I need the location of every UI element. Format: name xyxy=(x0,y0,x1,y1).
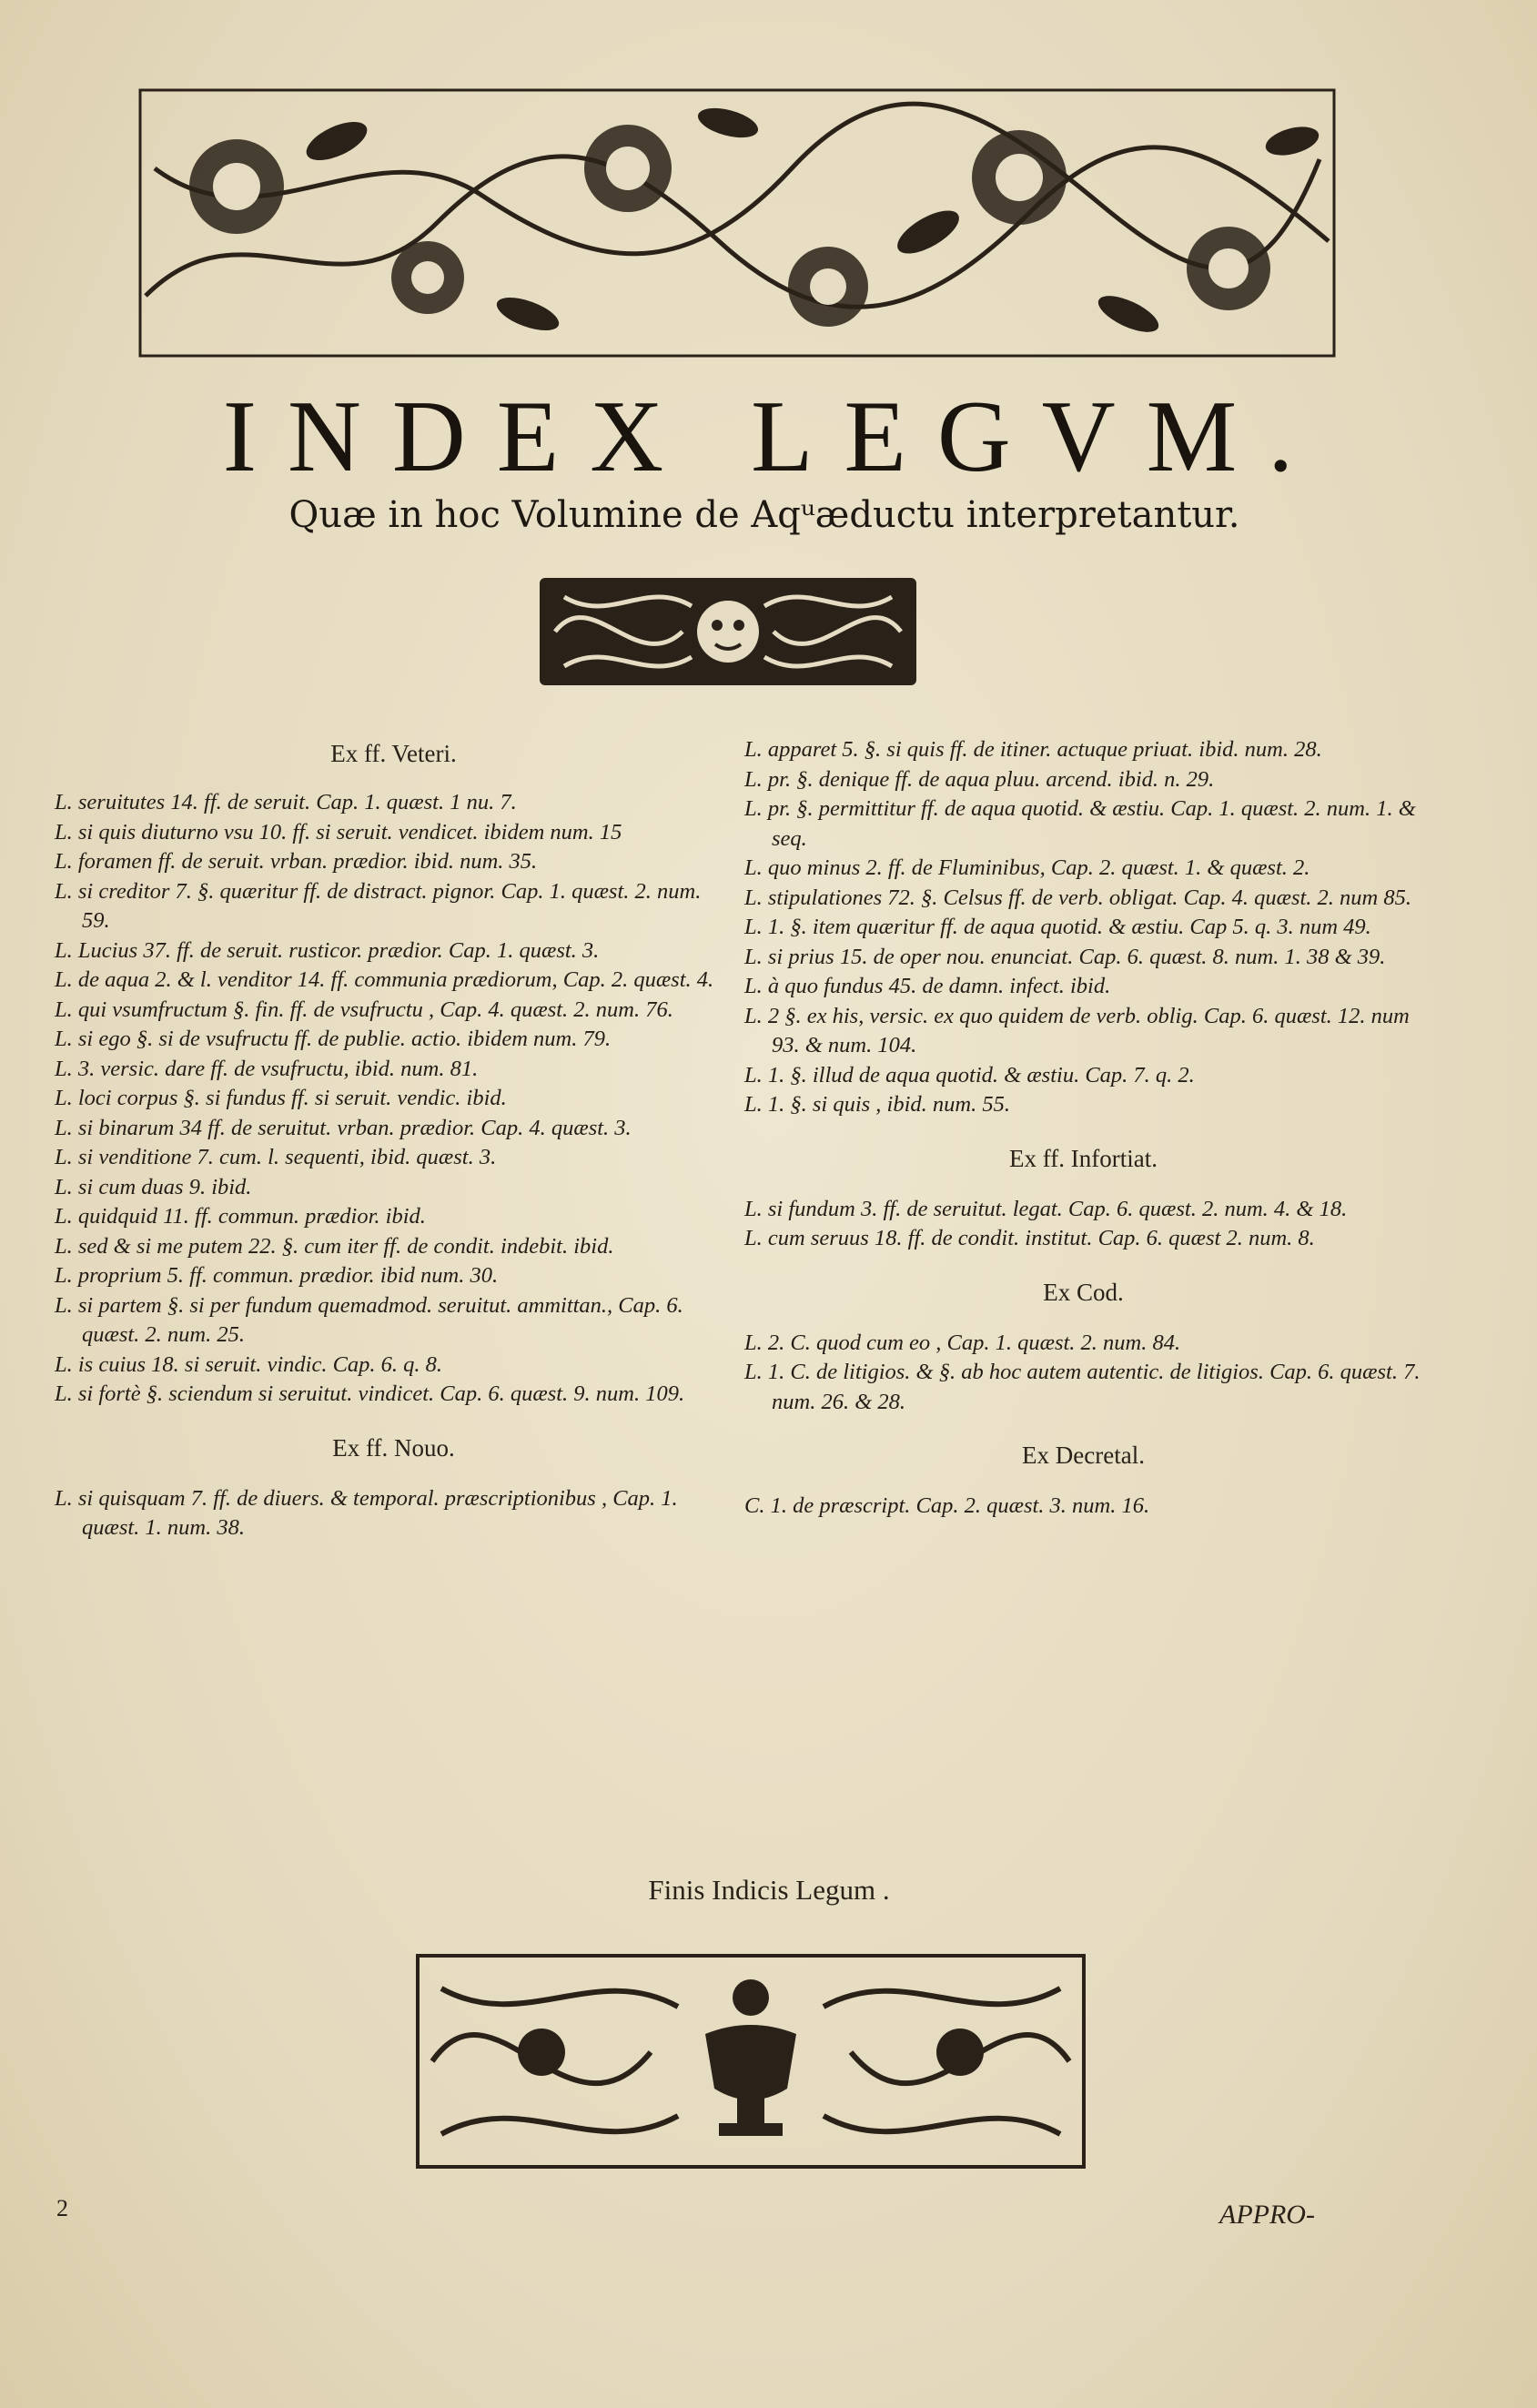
index-entry: L. 2 §. ex his, versic. ex quo quidem de verb. oblig. Cap. 6. quæst. 12. num 93. & num. 104. xyxy=(744,1003,1415,1057)
index-entry: L. foramen ff. de seruit. vrban. prædior. ibid. num. 35. xyxy=(55,849,538,874)
index-entry: C. 1. de præscript. Cap. 2. quæst. 3. num. 16. xyxy=(744,1493,1150,1518)
index-entry: L. si partem §. si per fundum quemadmod. seruitut. ammittan., Cap. 6. quæst. 2. num. 25. xyxy=(55,1292,689,1347)
finis-line: Finis Indicis Legum . xyxy=(648,1874,890,1906)
index-entry: L. 3. versic. dare ff. de vsufructu, ibid. num. 81. xyxy=(55,1056,479,1081)
index-entry: L. Lucius 37. ff. de seruit. rusticor. prædior. Cap. 1. quæst. 3. xyxy=(55,937,600,963)
index-entry: L. 1. §. si quis , ibid. num. 55. xyxy=(744,1092,1010,1117)
mask-ornament xyxy=(537,575,919,688)
index-entry: L. si prius 15. de oper nou. enunciat. Cap. 6. quæst. 8. num. 1. 38 & 39. xyxy=(744,944,1386,969)
index-entry: L. si fortè §. sciendum si seruitut. vindicet. Cap. 6. quæst. 9. num. 109. xyxy=(55,1381,685,1406)
signature-mark: 2 xyxy=(56,2195,68,2221)
section-heading: Ex Decretal. xyxy=(1022,1442,1145,1469)
right-index-column xyxy=(744,735,1426,1522)
index-entry: L. de aqua 2. & l. venditor 14. ff. communia prædiorum, Cap. 2. quæst. 4. xyxy=(55,967,714,992)
catchword: APPRO- xyxy=(1219,2200,1315,2230)
index-entry: L. 1. C. de litigios. & §. ab hoc autem autentic. de litigios. Cap. 6. quæst. 7. num. 26. & 28. xyxy=(744,1360,1426,1414)
page-subtitle: Quæ in hoc Volumine de Aqᵘæductu interpretantur. xyxy=(288,494,1240,536)
index-entry: L. 2. C. quod cum eo , Cap. 1. quæst. 2. num. 84. xyxy=(744,1330,1181,1355)
index-entry: L. qui vsumfructum §. fin. ff. de vsufructu , Cap. 4. quæst. 2. num. 76. xyxy=(55,997,673,1022)
index-entry: L. si binarum 34 ff. de seruitut. vrban. prædior. Cap. 4. quæst. 3. xyxy=(55,1115,632,1140)
index-entry: L. sed & si me putem 22. §. cum iter ff. de condit. indebit. ibid. xyxy=(55,1233,614,1259)
index-entry: L. apparet 5. §. si quis ff. de itiner. actuque priuat. ibid. num. 28. xyxy=(744,737,1322,762)
vase-tailpiece-ornament xyxy=(414,1952,1087,2170)
index-entry: L. pr. §. permittitur ff. de aqua quotid. & æstiu. Cap. 1. quæst. 2. num. 1. & seq. xyxy=(744,796,1421,851)
index-entry: L. proprium 5. ff. commun. prædior. ibid num. 30. xyxy=(55,1263,499,1288)
index-entry: L. si quisquam 7. ff. de diuers. & temporal. præscriptionibus , Cap. 1. quæst. 1. num. 38. xyxy=(55,1485,683,1540)
index-entry: L. si quis diuturno vsu 10. ff. si seruit. vendicet. ibidem num. 15 xyxy=(55,819,622,845)
index-entry: L. si fundum 3. ff. de seruitut. legat. Cap. 6. quæst. 2. num. 4. & 18. xyxy=(744,1196,1348,1221)
index-entry: L. si creditor 7. §. quæritur ff. de distract. pignor. Cap. 1. quæst. 2. num. 59. xyxy=(55,878,707,933)
index-entry: L. pr. §. denique ff. de aqua pluu. arcend. ibid. n. 29. xyxy=(744,766,1215,792)
index-entry: L. seruitutes 14. ff. de seruit. Cap. 1. quæst. 1 nu. 7. xyxy=(55,790,517,814)
index-entry: L. 1. §. illud de aqua quotid. & æstiu. Cap. 7. q. 2. xyxy=(744,1062,1195,1088)
section-heading: Ex ff. Nouo. xyxy=(332,1433,455,1462)
page-title: INDEX LEGVM. xyxy=(222,380,1325,493)
left-index-column xyxy=(55,735,733,1543)
section-heading: Ex Cod. xyxy=(1043,1278,1124,1306)
index-entry: L. quidquid 11. ff. commun. prædior. ibid. xyxy=(55,1204,426,1229)
section-heading: Ex ff. Infortiat. xyxy=(1009,1144,1158,1172)
index-entry: L. quo minus 2. ff. de Fluminibus, Cap. 2. quæst. 1. & quæst. 2. xyxy=(744,855,1310,880)
index-entry: L. cum seruus 18. ff. de condit. institut. Cap. 6. quæst 2. num. 8. xyxy=(744,1226,1315,1250)
index-entry: L. is cuius 18. si seruit. vindic. Cap. 6. q. 8. xyxy=(55,1351,443,1377)
section-heading: Ex ff. Veteri. xyxy=(330,740,457,767)
index-entry: L. si venditione 7. cum. l. sequenti, ibid. quæst. 3. xyxy=(55,1145,497,1169)
index-entry: L. loci corpus §. si fundus ff. si seruit. vendic. ibid. xyxy=(55,1086,507,1110)
index-entry: L. à quo fundus 45. de damn. infect. ibid. xyxy=(744,974,1111,998)
floral-headpiece-ornament xyxy=(137,86,1338,359)
index-entry: L. 1. §. item quæritur ff. de aqua quotid. & æstiu. Cap 5. q. 3. num 49. xyxy=(744,915,1371,939)
index-entry: L. si ego §. si de vsufructu ff. de publie. actio. ibidem num. 79. xyxy=(55,1027,612,1051)
index-entry: L. stipulationes 72. §. Celsus ff. de verb. obligat. Cap. 4. quæst. 2. num 85. xyxy=(744,885,1411,910)
index-entry: L. si cum duas 9. ibid. xyxy=(55,1174,252,1199)
